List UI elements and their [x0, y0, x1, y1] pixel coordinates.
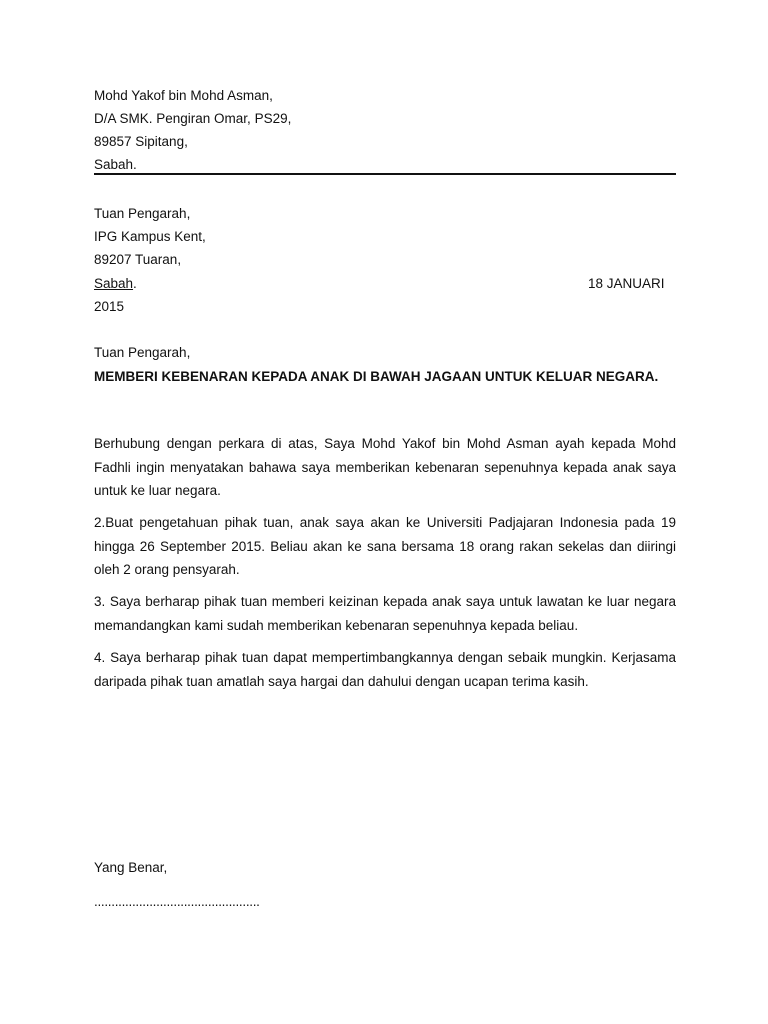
paragraph-4: 4. Saya berharap pihak tuan dapat mempertimbangkannya dengan sebaik mungkin. Kerjasama daripada pihak tuan amatlah saya hargai dan dahului dengan ucapan terima kasih.: [94, 650, 676, 689]
recipient-title: Tuan Pengarah,: [94, 206, 191, 221]
recipient-institution: IPG Kampus Kent,: [94, 229, 206, 244]
paragraph-1: Berhubung dengan perkara di atas, Saya Mohd Yakof bin Mohd Asman ayah kepada Mohd Fadhli ingin menyatakan bahawa saya memberikan kebenaran sepenuhnya kepada anak saya untuk ke luar negara.: [94, 436, 676, 498]
paragraph-3: 3. Saya berharap pihak tuan memberi keizinan kepada anak saya untuk lawatan ke luar negara memandangkan kami sudah memberikan kebenaran sepenuhnya kepada beliau.: [94, 594, 676, 633]
header-divider: [94, 173, 676, 175]
recipient-state: Sabah: [94, 276, 134, 291]
letter-date-day-month: 18 JANUARI: [588, 276, 665, 291]
sender-address-line-1: D/A SMK. Pengiran Omar, PS29,: [94, 111, 292, 126]
sender-address-line-2: 89857 Sipitang,: [94, 134, 188, 149]
salutation: Tuan Pengarah,: [94, 345, 191, 360]
closing: Yang Benar,: [94, 860, 168, 875]
sender-name: Mohd Yakof bin Mohd Asman,: [94, 88, 273, 103]
recipient-address: 89207 Tuaran,: [94, 252, 182, 267]
recipient-state-line: [94, 275, 137, 293]
recipient-state-punct: .: [133, 276, 137, 291]
paragraph-2: 2.Buat pengetahuan pihak tuan, anak saya akan ke Universiti Padjajaran Indonesia pada 19 hingga 26 September 2015. Beliau akan ke sana bersama 18 orang rakan sekelas dan diiringi oleh 2 orang pensyarah.: [94, 515, 676, 577]
sender-state: Sabah.: [94, 157, 137, 172]
signature-line: ................................................: [94, 894, 260, 909]
letter-date-year: 2015: [94, 299, 125, 314]
letter-subject: MEMBERI KEBENARAN KEPADA ANAK DI BAWAH JAGAAN UNTUK KELUAR NEGARA.: [94, 369, 659, 384]
